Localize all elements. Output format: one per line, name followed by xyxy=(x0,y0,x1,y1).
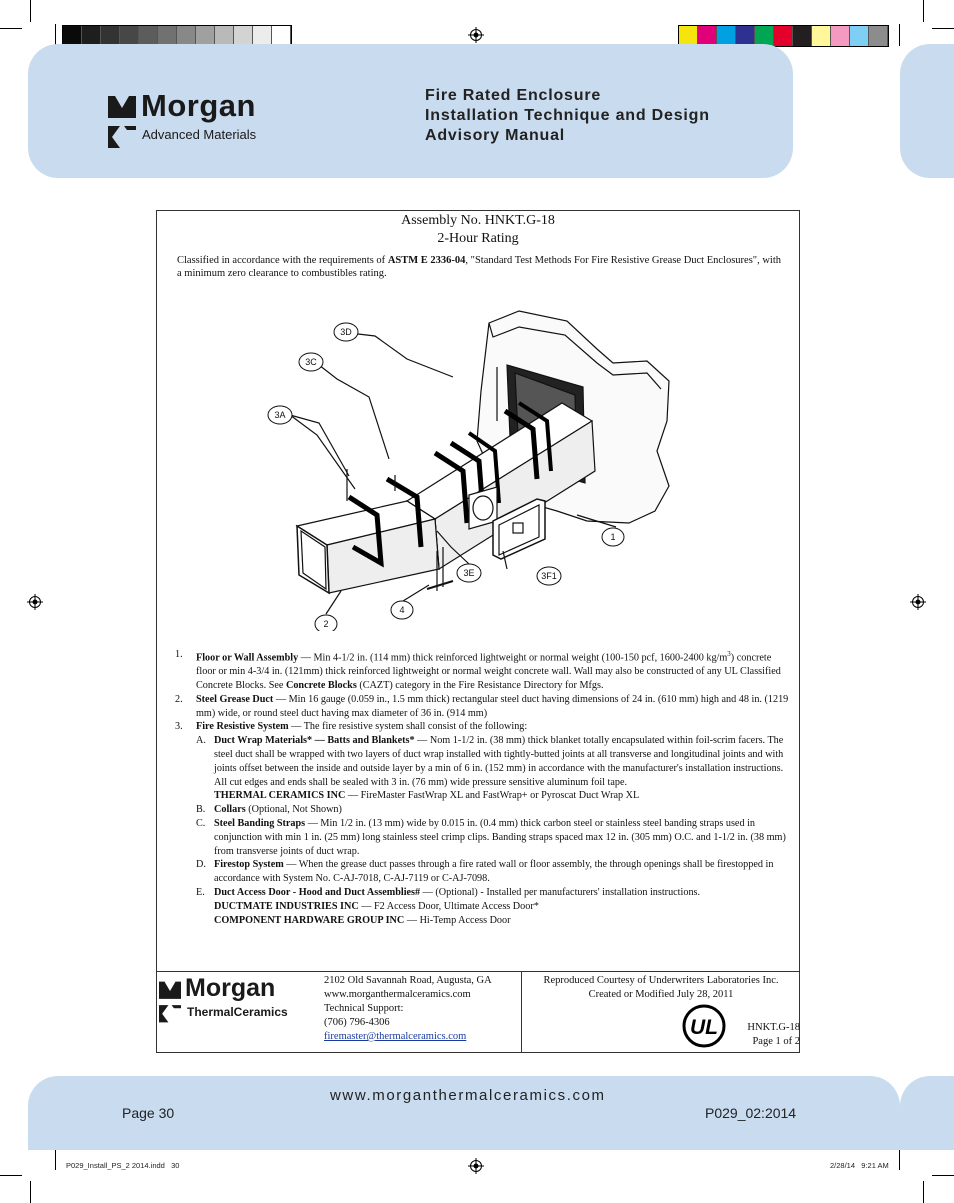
callout-4 xyxy=(391,601,413,619)
manufacturer-name: COMPONENT HARDWARE GROUP INC xyxy=(214,914,405,926)
morgan-logo xyxy=(108,88,293,150)
subitem-letter: B. xyxy=(196,804,206,816)
website-line: www.morganthermalceramics.com xyxy=(324,989,471,1000)
manufacturer-line xyxy=(175,789,790,803)
item-bold-ref: Concrete Blocks xyxy=(285,679,357,691)
item-text xyxy=(196,648,790,693)
subitem-heading: Duct Access Door - Hood and Duct Assemblies# xyxy=(214,886,421,898)
registration-mark-icon xyxy=(468,27,484,43)
page-number: Page 30 xyxy=(122,1105,175,1121)
intro-text: , "Standard Test Methods For Fire Resistive Grease Duct Enclosures", with a minimum zero clearance to combustibles rating. xyxy=(177,255,782,279)
email-link[interactable]: firemaster@thermalceramics.com xyxy=(324,1031,467,1042)
svg-text:2: 2 xyxy=(323,619,329,629)
item-number: 2. xyxy=(175,693,183,705)
spec-item xyxy=(175,648,790,693)
registration-mark-icon xyxy=(468,1158,484,1174)
color-swatch xyxy=(82,26,101,46)
color-swatch xyxy=(698,26,717,46)
color-swatch xyxy=(793,26,812,46)
color-swatch xyxy=(177,26,196,46)
registration-mark-icon xyxy=(910,594,926,610)
subitem-letter: C. xyxy=(196,817,206,829)
svg-text:UL: UL xyxy=(690,1016,718,1039)
item-text xyxy=(196,720,527,734)
subitem-body: — Min 1/2 in. (13 mm) wide by 0.015 in. (0.4 mm) thick carbon steel or stainless steel banding straps used in conjunction with min 1 in. (25 mm) long stainless steel crimp clips. Banding straps spaced max 12 in. (305 mm) O.C. and 1-1/2 in. (38 mm) from transverse joints of duct wrap. xyxy=(214,817,786,857)
header-edge-tab xyxy=(900,44,954,178)
manufacturer-products: — F2 Access Door, Ultimate Access Door* xyxy=(358,900,539,912)
item-body: ) concrete floor or min 4-3/4 in. (121mm) thick reinforced lightweight or normal weight concrete wall. Wall may also be constructed of any UL Classified Concrete Blocks. See xyxy=(196,652,781,691)
color-swatch xyxy=(774,26,793,46)
support-label: Technical Support: xyxy=(324,1003,404,1014)
intro-text: Classified in accordance with the requirements of xyxy=(177,255,388,266)
spec-item xyxy=(175,720,790,734)
subitem-letter: E. xyxy=(196,886,205,898)
callout-3f1 xyxy=(537,567,561,585)
callout-3d xyxy=(334,323,358,341)
item-body: (CAZT) category in the Fire Resistance Directory for Mfgs. xyxy=(356,679,604,691)
superscript: 3 xyxy=(727,650,731,658)
title-line: Installation Technique and Design xyxy=(425,107,710,124)
item-heading: Fire Resistive System xyxy=(196,721,289,733)
color-swatch xyxy=(831,26,850,46)
color-swatch xyxy=(679,26,698,46)
logo-name: Morgan xyxy=(185,974,276,1002)
color-swatch xyxy=(850,26,869,46)
color-swatch xyxy=(717,26,736,46)
subitem-letter: D. xyxy=(196,859,206,871)
repro-line: Reproduced Courtesy of Underwriters Laboratories Inc. xyxy=(543,975,779,986)
spec-subitem xyxy=(175,886,790,900)
color-swatch xyxy=(196,26,215,46)
header-title xyxy=(425,86,710,146)
title-line: Fire Rated Enclosure xyxy=(425,87,602,104)
color-swatch xyxy=(120,26,139,46)
color-swatch xyxy=(139,26,158,46)
callout-3e xyxy=(457,564,481,582)
logo-subtitle: ThermalCeramics xyxy=(187,1005,288,1019)
color-swatch xyxy=(158,26,177,46)
spec-subitem xyxy=(175,858,790,886)
document-page: Page 1 of 2 xyxy=(752,1036,800,1047)
color-swatch xyxy=(272,26,291,46)
brand-tagline: Advanced Materials xyxy=(142,127,257,142)
subitem-text xyxy=(214,858,790,886)
manufacturer-products: — FireMaster FastWrap XL and FastWrap+ or Pyroscat Duct Wrap XL xyxy=(345,790,640,802)
repro-line: Created or Modified July 28, 2011 xyxy=(588,989,734,1000)
manufacturer-line xyxy=(175,900,790,914)
morgan-thermal-ceramics-logo xyxy=(159,976,319,1026)
phone-number: (706) 796-4306 xyxy=(324,1017,390,1028)
color-swatch xyxy=(63,26,82,46)
item-text xyxy=(196,693,790,721)
subitem-body: (Optional, Not Shown) xyxy=(245,804,342,816)
ul-listing-mark-icon xyxy=(682,1004,726,1048)
specification-list xyxy=(175,648,790,927)
callout-1 xyxy=(602,528,624,546)
hour-rating: 2-Hour Rating xyxy=(437,231,519,246)
astm-standard: ASTM E 2336-04 xyxy=(387,255,466,266)
item-heading: Floor or Wall Assembly xyxy=(196,652,299,664)
classification-intro xyxy=(177,254,787,280)
item-number: 1. xyxy=(175,649,183,660)
spec-subitem xyxy=(175,817,790,858)
color-swatch xyxy=(812,26,831,46)
svg-text:3C: 3C xyxy=(305,357,317,367)
subitem-heading: Firestop System xyxy=(214,859,284,871)
subitem-heading: Steel Banding Straps xyxy=(214,817,306,829)
grease-duct-assembly-diagram xyxy=(257,301,697,631)
subitem-text xyxy=(214,886,700,900)
footer-website: www.morganthermalceramics.com xyxy=(330,1087,606,1104)
assembly-document xyxy=(156,210,800,1053)
svg-text:3E: 3E xyxy=(463,568,475,578)
morgan-m-mark-icon xyxy=(108,96,136,148)
svg-text:3F1: 3F1 xyxy=(541,571,557,581)
color-swatch xyxy=(101,26,120,46)
footer-edge-tab xyxy=(900,1076,954,1150)
subitem-text xyxy=(214,734,790,789)
assembly-number: Assembly No. HNKT.G-18 xyxy=(401,213,555,228)
contact-address xyxy=(324,974,520,1044)
subitem-text xyxy=(214,817,790,858)
subitem-heading: Collars xyxy=(214,804,246,816)
manufacturer-name: THERMAL CERAMICS INC xyxy=(214,790,346,802)
color-swatch xyxy=(869,26,888,46)
print-slug-file: P029_Install_PS_2 2014.indd 30 xyxy=(66,1161,180,1170)
svg-text:4: 4 xyxy=(399,605,405,615)
brand-name: Morgan xyxy=(141,88,256,123)
subitem-heading: Duct Wrap Materials* — Batts and Blankets* xyxy=(214,735,415,747)
document-reference: P029_02:2014 xyxy=(705,1105,797,1121)
svg-text:3A: 3A xyxy=(274,410,286,420)
spec-item xyxy=(175,693,790,721)
item-body: — Min 4-1/2 in. (114 mm) thick reinforced lightweight or normal weight (100-150 pcf, 1600-2400 kg/m xyxy=(298,652,728,664)
registration-mark-icon xyxy=(27,594,43,610)
address-line: 2102 Old Savannah Road, Augusta, GA xyxy=(324,975,492,986)
svg-text:3D: 3D xyxy=(340,327,352,337)
color-swatch xyxy=(215,26,234,46)
document-footer xyxy=(157,971,799,1052)
document-code: HNKT.G-18 xyxy=(747,1022,800,1033)
color-swatch xyxy=(234,26,253,46)
item-body: — Min 16 gauge (0.059 in., 1.5 mm thick) rectangular steel duct having dimensions of 24 in. (610 mm) high and 48 in. (1219 mm) wide, or round steel duct having max diameter of 36 in. (914 mm) xyxy=(196,693,789,719)
reproduction-notice xyxy=(521,972,800,1052)
manufacturer-line xyxy=(175,914,790,928)
spec-subitem xyxy=(175,803,790,817)
subitem-body: — Nom 1-1/2 in. (38 mm) thick blanket totally encapsulated within foil-scrim facers. The steel duct shall be wrapped with two layers of duct wrap installed with tightly-butted joints at all transverse and longitudinal joints and with joints offset between the inside and outside layer by a min of 6 in. (152 mm) in accordance with the manufacturer's installation instructions. All cut edges and ends shall be sealed with 3 in. (76 mm) wide pressure sensitive aluminum foil tape. xyxy=(214,735,784,788)
item-heading: Steel Grease Duct xyxy=(196,693,274,705)
color-swatch xyxy=(736,26,755,46)
manufacturer-name: DUCTMATE INDUSTRIES INC xyxy=(214,900,359,912)
item-body: — The fire resistive system shall consist of the following: xyxy=(288,721,528,733)
callout-3c xyxy=(299,353,323,371)
manufacturer-products: — Hi-Temp Access Door xyxy=(404,914,511,926)
title-line: Advisory Manual xyxy=(425,127,566,144)
callout-2 xyxy=(315,615,337,631)
subitem-body: — (Optional) - Installed per manufacturers' installation instructions. xyxy=(420,886,701,898)
callout-3a xyxy=(268,406,292,424)
svg-text:1: 1 xyxy=(610,532,616,542)
spec-subitem xyxy=(175,734,790,789)
subitem-letter: A. xyxy=(196,735,206,747)
print-slug-date: 2/28/14 9:21 AM xyxy=(830,1161,889,1170)
morgan-m-mark-icon xyxy=(159,980,181,1024)
subitem-body: — When the grease duct passes through a fire rated wall or floor assembly, the through openings shall be firestopped in accordance with System No. C-AJ-7018, C-AJ-7119 or C-AJ-7098. xyxy=(214,859,774,885)
color-swatch xyxy=(755,26,774,46)
color-swatch xyxy=(253,26,272,46)
subitem-text xyxy=(214,803,342,817)
item-number: 3. xyxy=(175,721,183,733)
